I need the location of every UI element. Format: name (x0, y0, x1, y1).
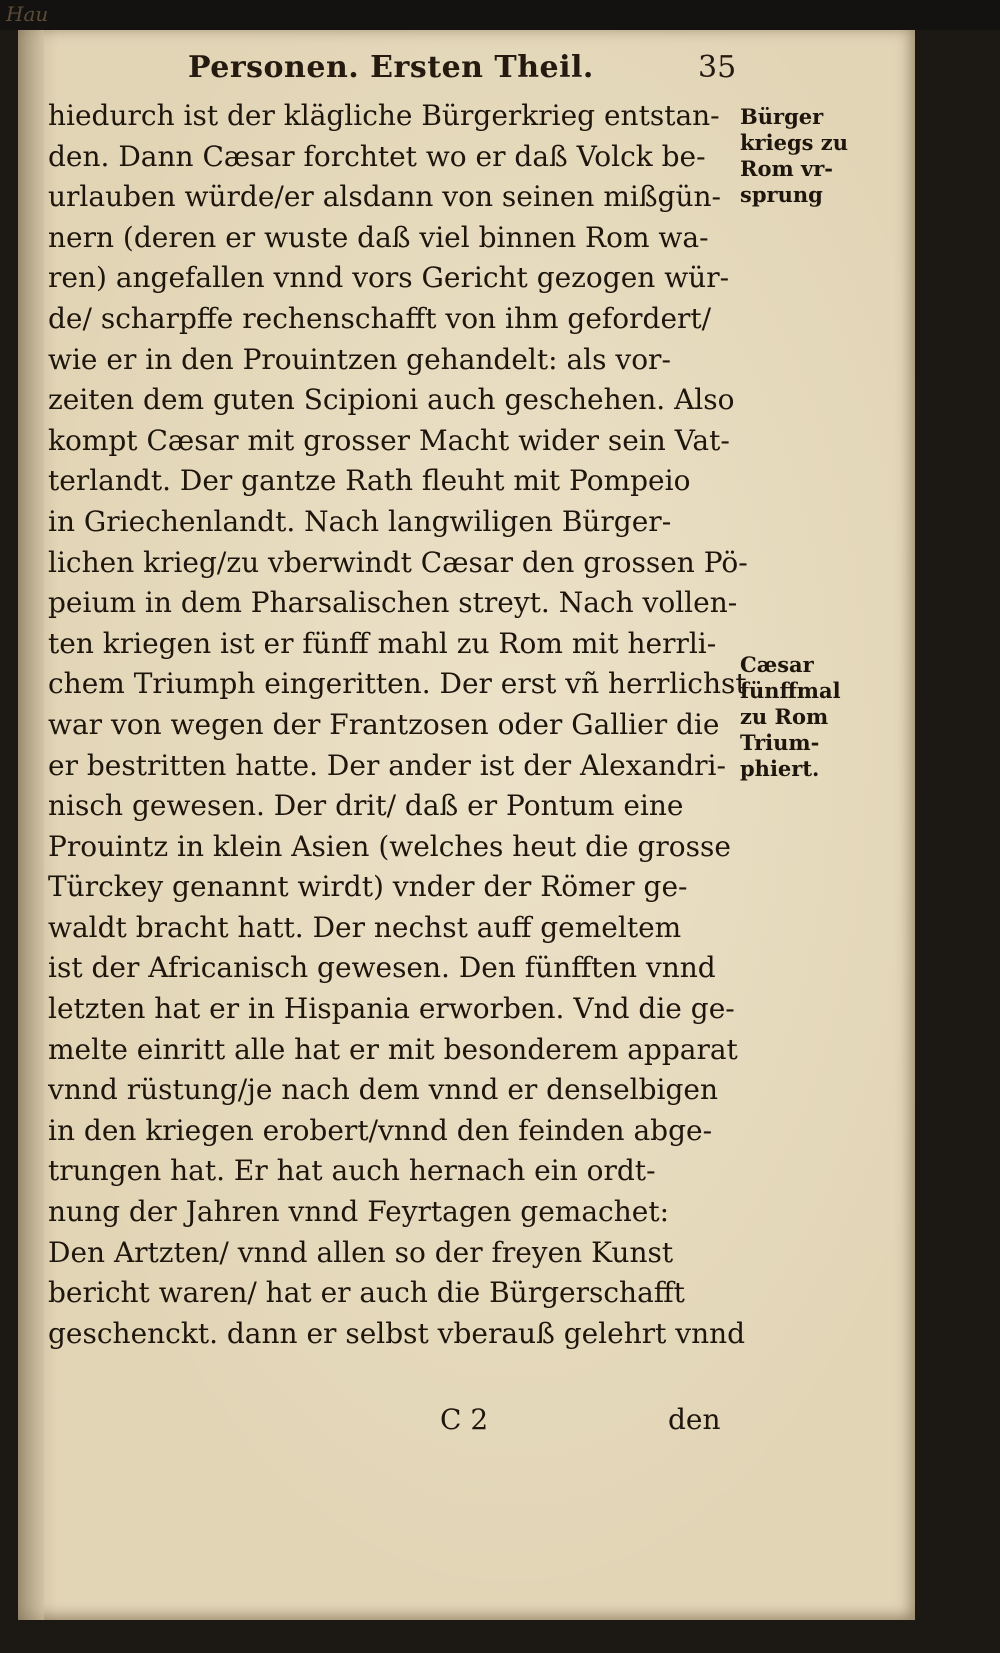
margin-note-line: phiert. (740, 756, 820, 781)
text-line: waldt bracht hatt. Der nechst auff gemeltem (48, 910, 682, 944)
top-shadow-band (0, 0, 1000, 30)
text-line: Prouintz in klein Asien (welches heut die grosse (48, 829, 731, 863)
text-line: in Griechenlandt. Nach langwiligen Bürger- (48, 504, 672, 538)
text-line: peium in dem Pharsalischen streyt. Nach vollen- (48, 586, 738, 620)
margin-note-line: kriegs zu (740, 130, 848, 155)
margin-note-line: Trium- (740, 730, 820, 755)
text-line: den. Dann Cæsar forchtet wo er daß Volck be- (48, 139, 706, 173)
text-line: geschenckt. dann er selbst vberauß gelehrt vnnd (48, 1316, 746, 1350)
catchword: den (668, 1403, 721, 1436)
text-line: letzten hat er in Hispania erworben. Vnd die ge- (48, 992, 735, 1026)
text-line: ist der Africanisch gewesen. Den fünfften vnnd (48, 951, 716, 985)
text-line: in den kriegen erobert/vnnd den feinden abge- (48, 1113, 713, 1147)
text-line: vnnd rüstung/je nach dem vnnd er denselbigen (48, 1073, 719, 1107)
running-header (168, 50, 737, 100)
page-number: 35 (698, 50, 737, 85)
text-line: ten kriegen ist er fünff mahl zu Rom mit herrli- (48, 626, 717, 660)
margin-note-line: Rom vr- (740, 156, 833, 181)
text-line: hiedurch ist der klägliche Bürgerkrieg entstan- (48, 99, 720, 132)
margin-note-triumph (740, 652, 900, 782)
margin-note-line: fünffmal (740, 678, 841, 703)
running-title: Personen. Ersten Theil. (188, 50, 594, 85)
page-binding-edge (18, 30, 44, 1620)
text-line: ren) angefallen vnnd vors Gericht gezogen wür- (48, 261, 730, 295)
text-line: nern (deren er wuste daß viel binnen Rom wa- (48, 220, 709, 254)
margin-note-line: zu Rom (740, 704, 829, 729)
signature-mark: C 2 (440, 1403, 489, 1436)
text-line: terlandt. Der gantze Rath fleuht mit Pompeio (48, 464, 691, 498)
text-line: lichen krieg/zu vberwindt Cæsar den grossen Pö- (48, 545, 748, 579)
text-line: er bestritten hatte. Der ander ist der Alexandri- (48, 748, 726, 782)
text-line: nung der Jahren vnnd Feyrtagen gemachet: (48, 1195, 670, 1229)
text-line: Den Artzten/ vnnd allen so der freyen Kunst (48, 1235, 674, 1269)
margin-note-civil-war (740, 104, 900, 208)
text-line: kompt Cæsar mit grosser Macht wider sein Vat- (48, 423, 730, 457)
text-line: chem Triumph eingeritten. Der erst vñ herrlichst (48, 667, 747, 701)
text-line: bericht waren/ hat er auch die Bürgerschafft (48, 1276, 685, 1310)
text-line: de/ scharpffe rechenschafft von ihm gefordert/ (48, 301, 712, 335)
text-line: war von wegen der Frantzosen oder Gallier die (48, 707, 720, 741)
margin-note-line: Bürger (740, 104, 824, 129)
text-line: zeiten dem guten Scipioni auch geschehen. Also (48, 383, 735, 417)
text-line: wie er in den Prouintzen gehandelt: als vor- (48, 342, 671, 376)
margin-note-line: sprung (740, 182, 823, 207)
handwritten-note: Hau (6, 2, 49, 26)
text-line: Türckey genannt wirdt) vnder der Römer ge- (48, 870, 688, 904)
text-line: nisch gewesen. Der drit/ daß er Pontum eine (48, 789, 684, 823)
text-line: urlauben würde/er alsdann von seinen mißgün- (48, 180, 721, 214)
margin-note-line: Cæsar (740, 652, 814, 677)
text-line: trungen hat. Er hat auch hernach ein ordt- (48, 1154, 656, 1188)
text-line: melte einritt alle hat er mit besonderem apparat (48, 1032, 738, 1066)
body-text (48, 96, 748, 1354)
